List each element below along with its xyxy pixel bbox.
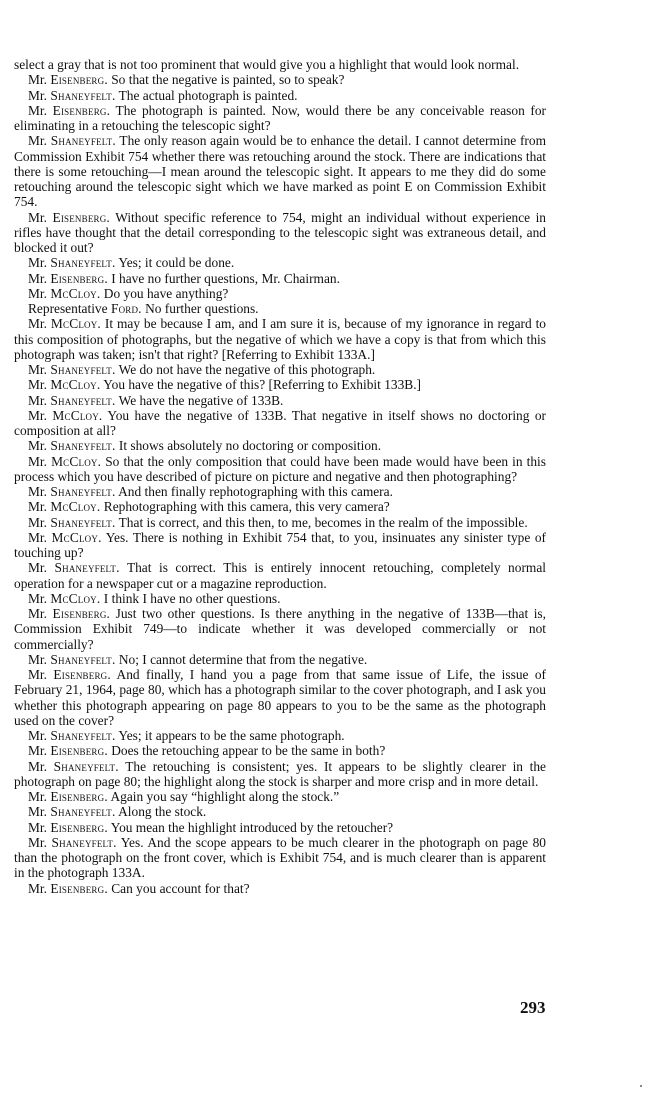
testimony-paragraph <box>14 728 546 743</box>
paragraph-text: That is correct, and this then, to me, becomes in the realm of the impossible. <box>118 514 528 530</box>
paragraph-text: Yes; it appears to be the same photograph. <box>118 728 345 743</box>
speaker-name: Eisenberg. <box>53 667 111 682</box>
speaker-name: Shaneyfelt. <box>54 560 120 576</box>
speaker-title: Mr. <box>28 560 47 576</box>
paragraph-text: And finally, I hand you a page from that same issue of Life, the issue of February 21, 1964, page 80, which has a photograph similar to the cover photograph, and I ask you whether this photograph appearing on page 80 appears to you to be the same as the photograph used on the cover? <box>14 667 546 728</box>
speaker-title: Mr. <box>28 499 47 515</box>
speaker-title: Mr. <box>28 651 47 667</box>
paragraph-text: I think I have no other questions. <box>103 590 281 606</box>
paragraph-text: It shows absolutely no doctoring or composition. <box>118 438 382 454</box>
speaker-name: Eisenberg. <box>50 880 108 896</box>
speaker-title: Mr. <box>28 87 47 103</box>
paragraph-text: You have the negative of 133B. That negative in itself shows no doctoring or composition at all? <box>14 407 546 438</box>
paragraph-text: We have the negative of 133B. <box>118 392 284 408</box>
speaker-name: Shaneyfelt. <box>50 362 116 377</box>
testimony-paragraph <box>14 72 546 87</box>
paragraph-text: So that the negative is painted, so to speak? <box>111 72 345 88</box>
speaker-title: Mr. <box>28 316 47 332</box>
transcript-body <box>14 57 546 896</box>
speaker-title: Mr. <box>28 819 47 835</box>
testimony-paragraph <box>14 454 546 485</box>
testimony-paragraph <box>14 362 546 377</box>
testimony-paragraph <box>14 484 546 499</box>
paragraph-text: Does the retouching appear to be the same in both? <box>111 743 386 759</box>
speaker-name: Eisenberg. <box>52 606 111 621</box>
testimony-paragraph <box>14 133 546 209</box>
testimony-paragraph <box>14 606 546 652</box>
speaker-name: McCloy. <box>50 316 101 332</box>
paragraph-text: Do you have anything? <box>103 285 229 301</box>
speaker-name: McCloy. <box>50 590 101 606</box>
speaker-name: McCloy. <box>50 377 101 393</box>
testimony-paragraph <box>14 301 546 316</box>
testimony-paragraph <box>14 88 546 103</box>
testimony-paragraph <box>14 408 546 439</box>
speaker-title: Mr. <box>28 133 47 149</box>
speaker-title: Mr. <box>28 453 47 469</box>
page-number: 293 <box>520 998 546 1017</box>
scan-speck <box>640 1085 642 1087</box>
speaker-title: Mr. <box>28 407 47 423</box>
speaker-name: Shaneyfelt. <box>50 804 116 820</box>
testimony-paragraph <box>14 560 546 591</box>
paragraph-text: Yes. There is nothing in Exhibit 754 that, to you, insinuates any sinister type of touching up? <box>14 529 546 560</box>
paragraph-text: Without specific reference to 754, might an individual without experience in rifles have thought that the detail corresponding to the telescopic sight was extraneous detail, and blocked it out? <box>14 209 546 255</box>
speaker-title: Mr. <box>28 789 47 804</box>
speaker-title: Mr. <box>28 209 47 225</box>
testimony-paragraph <box>14 881 546 896</box>
paragraph-text: The only reason again would be to enhance the detail. I cannot determine from Commission Exhibit 754 whether there was retouching around the stock. There are indications that there is some retouching—I mean around the telescopic sight. It appears to me they did do some retouching around the telescopic sight which we have marked as point E on Commission Exhibit 754. <box>14 133 546 210</box>
paragraph-text: Along the stock. <box>118 804 207 820</box>
speaker-name: Shaneyfelt. <box>50 87 116 103</box>
testimony-paragraph <box>14 820 546 835</box>
speaker-title: Mr. <box>28 728 47 743</box>
speaker-title: Mr. <box>28 743 47 759</box>
paragraph-text: The actual photograph is painted. <box>118 87 298 103</box>
speaker-name: Shaneyfelt. <box>51 834 117 850</box>
speaker-name: McCloy. <box>51 453 102 469</box>
testimony-paragraph <box>14 255 546 270</box>
paragraph-text: Yes; it could be done. <box>118 255 235 271</box>
paragraph-text: I have no further questions, Mr. Chairman. <box>111 270 340 286</box>
speaker-name: McCloy. <box>50 285 101 301</box>
paragraph-text: The photograph is painted. Now, would there be any conceivable reason for eliminating in a retouching the telescopic sight? <box>14 102 546 133</box>
speaker-title: Mr. <box>28 377 47 393</box>
speaker-name: McCloy. <box>52 407 103 423</box>
testimony-paragraph <box>14 377 546 392</box>
testimony-paragraph <box>14 652 546 667</box>
paragraph-text: We do not have the negative of this photograph. <box>118 362 376 377</box>
testimony-paragraph <box>14 591 546 606</box>
paragraph-text: And then finally rephotographing with this camera. <box>118 484 393 499</box>
paragraph-text: It may be because I am, and I am sure it is, because of my ignorance in regard to this composition of photographs, but the negative of which we have a copy is that from which this photograph was taken; isn't that right? [Referring to Exhibit 133A.] <box>14 316 547 362</box>
speaker-title: Mr. <box>28 880 47 896</box>
speaker-title: Mr. <box>28 362 47 377</box>
testimony-paragraph <box>14 210 546 256</box>
testimony-paragraph <box>14 438 546 453</box>
speaker-title: Mr. <box>28 834 47 850</box>
testimony-paragraph <box>14 316 546 362</box>
speaker-title: Mr. <box>28 804 47 820</box>
speaker-name: Eisenberg. <box>50 819 108 835</box>
testimony-paragraph <box>14 515 546 530</box>
speaker-title: Mr. <box>28 270 47 286</box>
testimony-paragraph <box>14 499 546 514</box>
paragraph-text: Can you account for that? <box>111 880 250 896</box>
testimony-paragraph <box>14 667 546 728</box>
paragraph-text: Rephotographing with this camera, this very camera? <box>103 499 390 515</box>
speaker-name: Shaneyfelt. <box>50 438 116 454</box>
testimony-paragraph <box>14 743 546 758</box>
testimony-paragraph <box>14 530 546 561</box>
speaker-name: McCloy. <box>50 499 101 515</box>
testimony-paragraph <box>14 804 546 819</box>
paragraph-text: You mean the highlight introduced by the retoucher? <box>110 819 394 835</box>
paragraph-text: You have the negative of this? [Referring to Exhibit 133B.] <box>103 377 422 393</box>
testimony-paragraph <box>14 759 546 790</box>
speaker-title: Representative <box>28 301 108 316</box>
speaker-name: Shaneyfelt. <box>50 651 116 667</box>
paragraph-text: Just two other questions. Is there anything in the negative of 133B—that is, Commission Exhibit 749—to indicate whether it was developed commercially or not commercially? <box>14 606 546 652</box>
paragraph-text: Yes. And the scope appears to be much clearer in the photograph on page 80 than the photograph on the front cover, which is Exhibit 754, and is much clearer than is apparent in the photograph 133A. <box>14 834 546 881</box>
speaker-name: Shaneyfelt. <box>50 728 116 743</box>
speaker-title: Mr. <box>28 102 47 118</box>
speaker-name: McCloy. <box>51 529 102 545</box>
speaker-title: Mr. <box>28 606 47 621</box>
paragraph-text: So that the only composition that could have been made would have been in this process which you have described of picture on picture and negative and then photographing? <box>14 453 546 484</box>
speaker-name: Eisenberg. <box>50 270 108 286</box>
speaker-title: Mr. <box>28 392 47 408</box>
speaker-title: Mr. <box>28 529 47 545</box>
speaker-title: Mr. <box>28 438 47 454</box>
speaker-name: Shaneyfelt. <box>50 392 116 408</box>
speaker-title: Mr. <box>28 72 47 88</box>
paragraph-text: That is correct. This is entirely innocent retouching, completely normal operation for a newspaper cut or a magazine reproduction. <box>14 560 546 591</box>
speaker-name: Eisenberg. <box>52 209 110 225</box>
speaker-title: Mr. <box>28 285 47 301</box>
speaker-name: Eisenberg. <box>50 743 108 759</box>
testimony-paragraph <box>14 286 546 301</box>
speaker-name: Shaneyfelt. <box>53 758 119 774</box>
speaker-name: Eisenberg. <box>50 789 108 804</box>
speaker-name: Shaneyfelt. <box>50 514 116 530</box>
paragraph-text: No; I cannot determine that from the negative. <box>118 651 368 667</box>
testimony-paragraph <box>14 103 546 134</box>
speaker-title: Mr. <box>28 255 47 271</box>
speaker-name: Ford. <box>110 301 142 316</box>
paragraph-text: No further questions. <box>145 301 259 316</box>
testimony-paragraph <box>14 393 546 408</box>
speaker-name: Eisenberg. <box>50 72 108 88</box>
speaker-title: Mr. <box>28 484 47 499</box>
speaker-title: Mr. <box>28 514 47 530</box>
speaker-title: Mr. <box>28 758 47 774</box>
speaker-title: Mr. <box>28 590 47 606</box>
speaker-name: Shaneyfelt. <box>50 133 116 149</box>
continued-paragraph <box>14 57 546 72</box>
speaker-title: Mr. <box>28 667 47 682</box>
testimony-paragraph <box>14 271 546 286</box>
paragraph-text: The retouching is consistent; yes. It appears to be slightly clearer in the photograph on page 80; the highlight along the stock is sharper and more crisp and in more detail. <box>14 758 546 789</box>
speaker-name: Shaneyfelt. <box>50 255 116 271</box>
testimony-paragraph <box>14 789 546 804</box>
testimony-paragraph <box>14 835 546 881</box>
paragraph-text: select a gray that is not too prominent that would give you a highlight that would look normal. <box>14 57 520 72</box>
speaker-name: Eisenberg. <box>52 102 111 118</box>
speaker-name: Shaneyfelt. <box>50 484 116 499</box>
paragraph-text: Again you say “highlight along the stock.” <box>110 789 340 804</box>
